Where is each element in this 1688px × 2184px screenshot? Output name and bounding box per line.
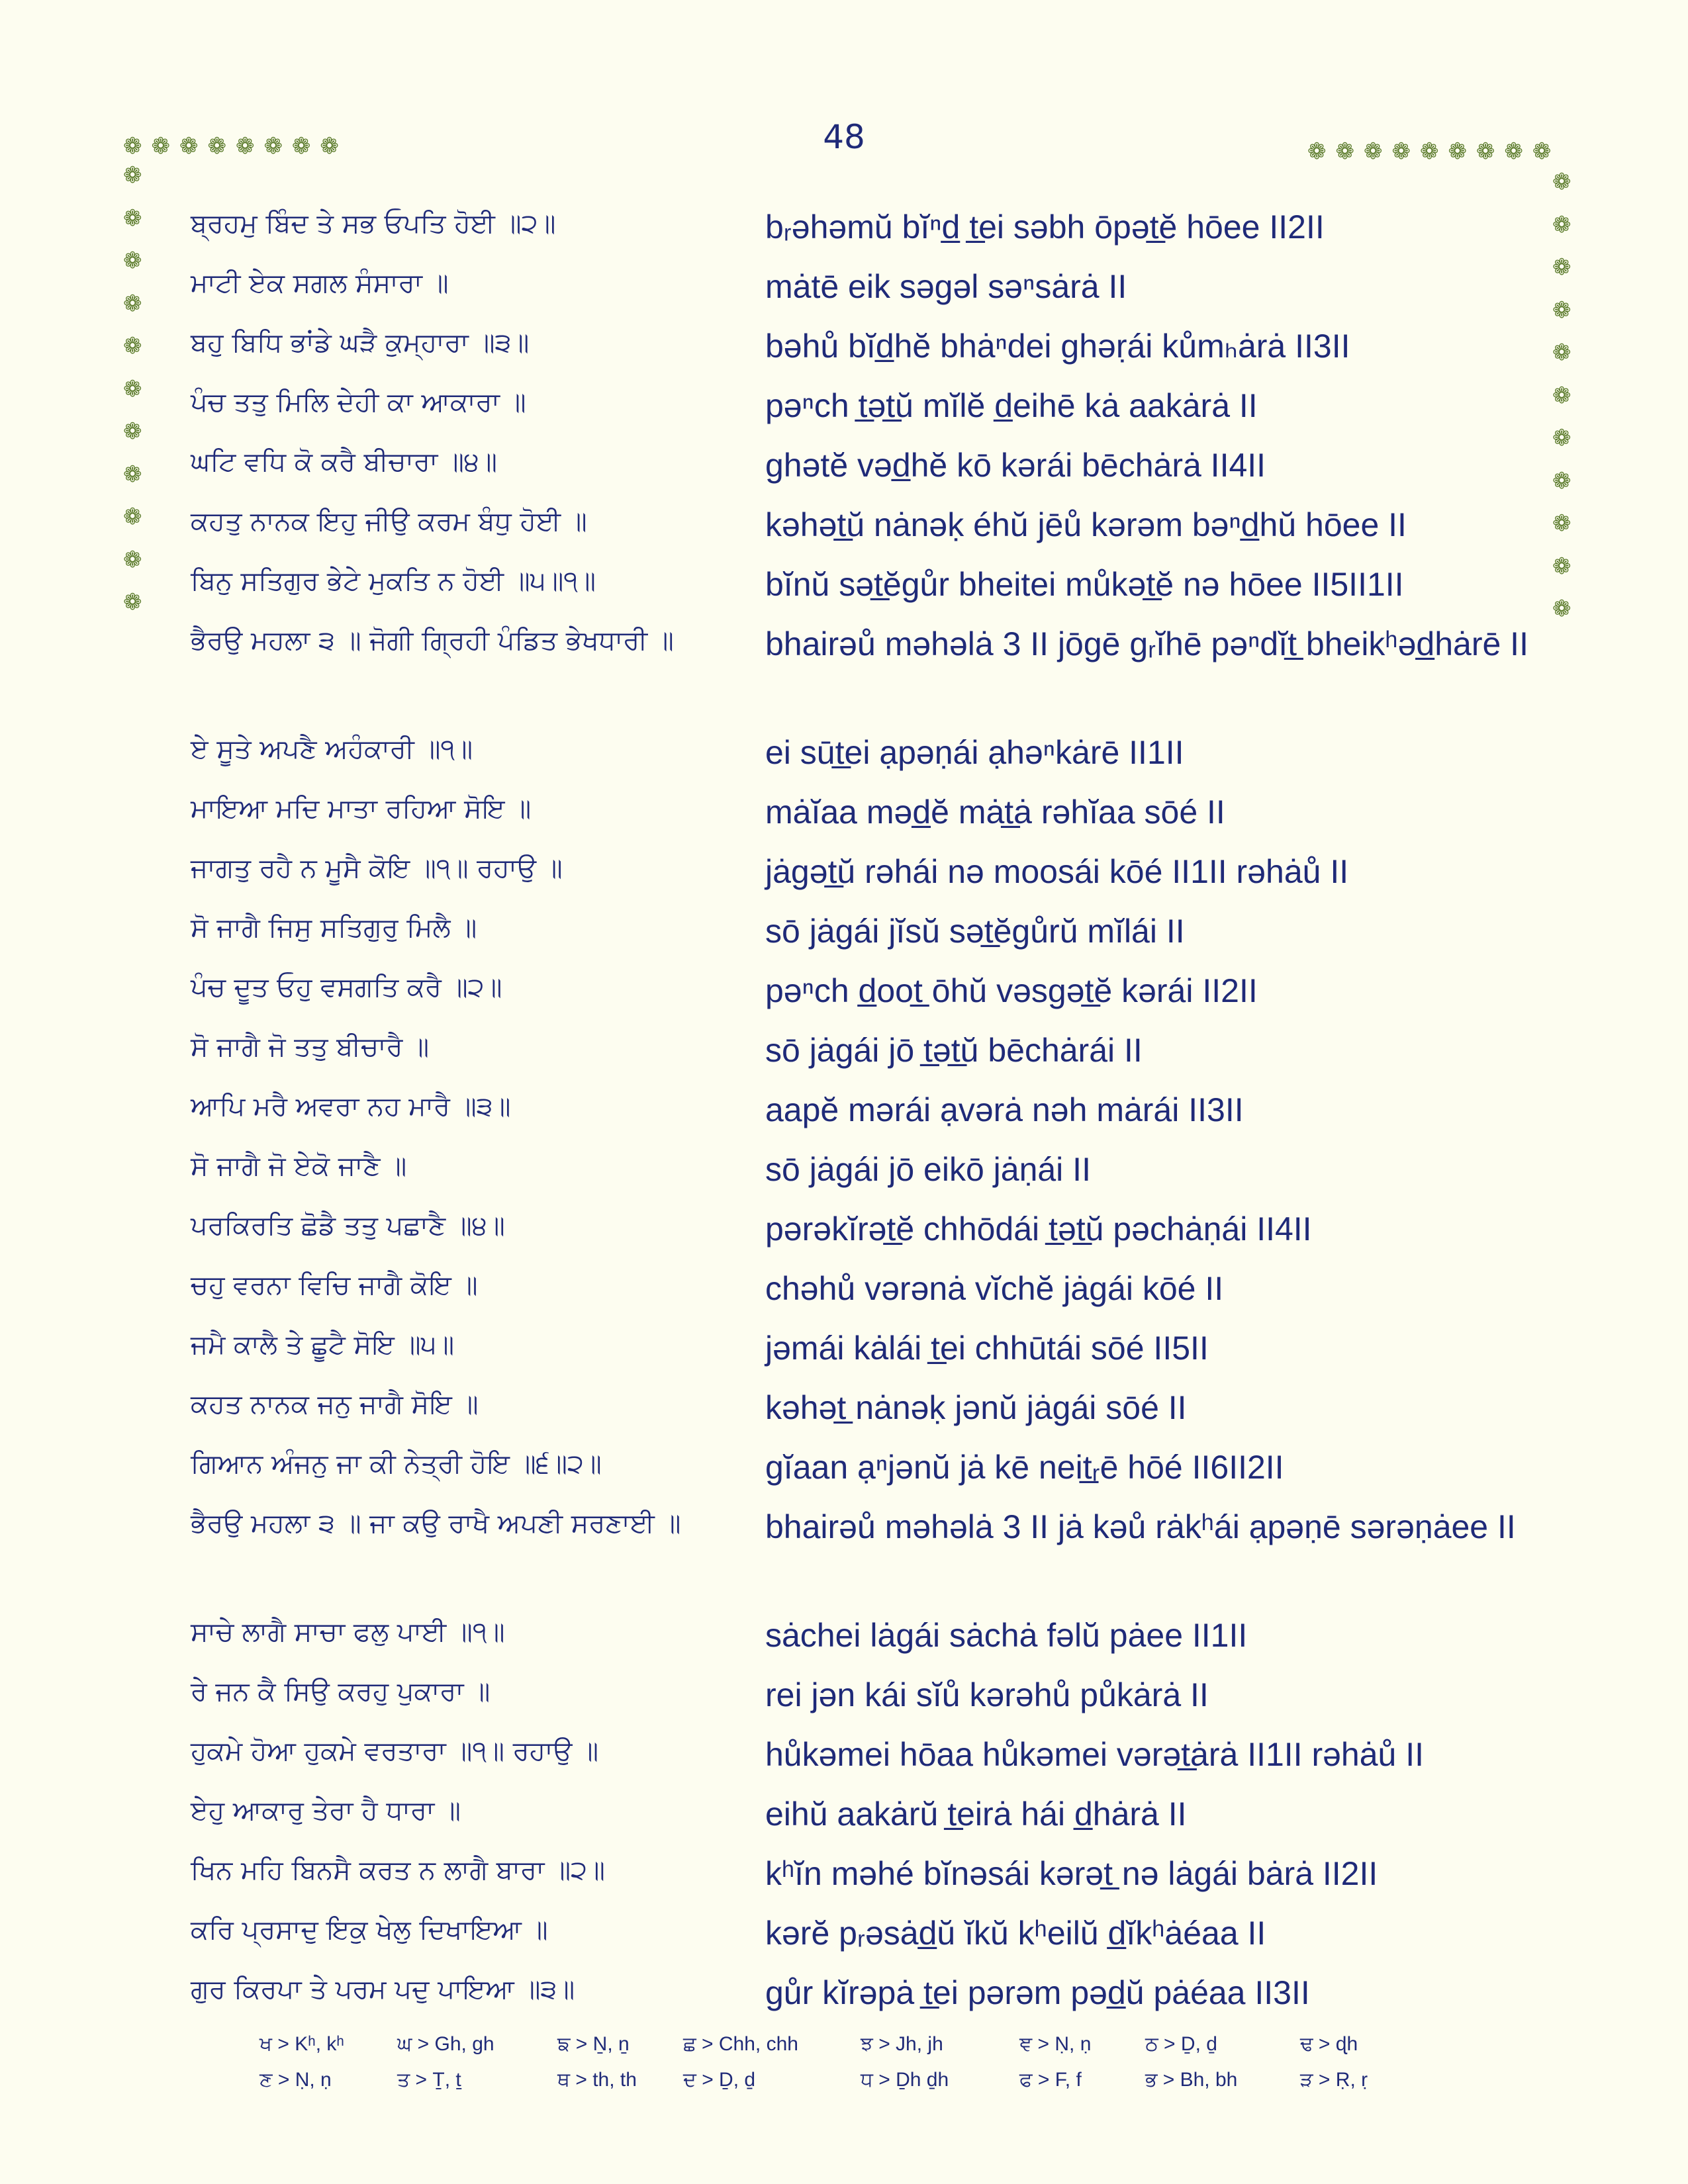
- verse-line: [191, 966, 1521, 1026]
- ornament-border-top-right: ❁❁❁❁❁❁❁❁❁: [1307, 138, 1561, 165]
- transliteration-text: rei jən kái sĭů kərəhů půkȧrȧ II: [765, 1676, 1209, 1713]
- gurmukhi-text: ਸੋ ਜਾਗੈ ਜੋ ਤਤੁ ਬੀਚਾਰੈ ॥: [191, 1032, 430, 1062]
- transliteration-text: ei sūt̲ei ạpəṇái ạhəⁿkȧrē II1II: [765, 734, 1184, 771]
- page-number: 48: [823, 118, 865, 156]
- gurmukhi-text: ਹੁਕਮੇ ਹੋਆ ਹੁਕਮੇ ਵਰਤਾਰਾ ॥੧॥ ਰਹਾਉ ॥: [191, 1736, 599, 1766]
- transliteration-text: jəmái kȧlái t̲ei chhūtái sōé II5II: [765, 1330, 1209, 1367]
- transliteration-text: jȧgət̲ŭ rəhái nə moosái kōé II1II rəhȧů II: [765, 853, 1349, 890]
- verse-line: [191, 1383, 1521, 1443]
- legend-item: ਧ > Ḏh ḏh: [861, 2069, 949, 2091]
- gurmukhi-text: ਰੇ ਜਨ ਕੈ ਸਿਉ ਕਰਹੁ ਪੁਕਾਰਾ ॥: [191, 1676, 491, 1707]
- transliteration-text: bĭnŭ sət̲ĕgůr bheitei můkət̲ĕ nə hōee II5II1II: [765, 566, 1404, 603]
- verse-line: [191, 619, 1528, 728]
- verse-line: [191, 1145, 1521, 1205]
- verse-line: [191, 1502, 1521, 1611]
- transliteration-text: gĭaan ạⁿjənŭ jȧ kē neit̲ᵣē hōé II6II2II: [765, 1449, 1284, 1486]
- transliteration-text: bəhů bĭd̲hĕ bhȧⁿdei ghəṛái kůmₕȧrȧ II3II: [765, 328, 1350, 365]
- gurmukhi-text: ਬ੍ਰਹਮੁ ਬਿੰਦ ਤੇ ਸਭ ਓਪਤਿ ਹੋਈ ॥੨॥: [191, 208, 556, 239]
- verse-line: [191, 441, 1521, 500]
- verse-line: [191, 500, 1521, 560]
- verse-line: [191, 560, 1521, 619]
- legend-item: ਣ > Ṇ, ṇ: [259, 2069, 332, 2091]
- gurmukhi-text: ਆਪਿ ਮਰੈ ਅਵਰਾ ਨਹ ਮਾਰੈ ॥੩॥: [191, 1091, 511, 1122]
- gurmukhi-text: ਏ ਸੂਤੇ ਅਪਣੈ ਅਹੰਕਾਰੀ ॥੧॥: [191, 734, 473, 764]
- verse-line: [191, 788, 1521, 847]
- gurmukhi-text: ਏਹੁ ਆਕਾਰੁ ਤੇਰਾ ਹੈ ਧਾਰਾ ॥: [191, 1796, 461, 1826]
- gurmukhi-text: ਸੋ ਜਾਗੈ ਜੋ ਏਕੋ ਜਾਣੈ ॥: [191, 1151, 407, 1181]
- gurmukhi-text: ਭੈਰਉ ਮਹਲਾ ੩ ॥ ਜਾ ਕਉ ਰਾਖੈ ਅਪਣੀ ਸਰਣਾਈ ॥: [191, 1508, 681, 1539]
- transliteration-text: pəⁿch t̲ət̲ŭ mĭlĕ d̲eihē kȧ aakȧrȧ II: [765, 387, 1258, 424]
- legend-item: ੜ > Ṛ, ṛ: [1300, 2069, 1368, 2091]
- transliteration-text: mȧtē eik səgəl səⁿsȧrȧ II: [765, 268, 1127, 305]
- verse-line: [191, 847, 1521, 907]
- transliteration-text: aapĕ mərái ạvərȧ nəh mȧrái II3II: [765, 1091, 1244, 1128]
- gurmukhi-text: ਮਾਇਆ ਮਦਿ ਮਾਤਾ ਰਹਿਆ ਸੋਇ ॥: [191, 794, 532, 824]
- transliteration-text: mȧĭaa məd̲ĕ mȧt̲ȧ rəhĭaa sōé II: [765, 794, 1225, 831]
- legend-item: ਝ > Jh, jh: [861, 2033, 943, 2055]
- gurmukhi-text: ਜਾਗਤੁ ਰਹੈ ਨ ਮੂਸੈ ਕੋਇ ॥੧॥ ਰਹਾਉ ॥: [191, 853, 563, 884]
- gurmukhi-text: ਮਾਟੀ ਏਕ ਸਗਲ ਸੰਸਾਰਾ ॥: [191, 268, 449, 298]
- transliteration-text: chəhů vərənȧ vĭchĕ jȧgái kōé II: [765, 1270, 1224, 1307]
- verse-line: [191, 1909, 1521, 1968]
- legend-item: ਦ > Ḏ, ḏ: [683, 2069, 756, 2091]
- gurmukhi-text: ਸਾਚੇ ਲਾਗੈ ਸਾਚਾ ਫਲੁ ਪਾਈ ॥੧॥: [191, 1617, 505, 1647]
- transliteration-text: sȧchei lȧgái sȧchȧ fəlŭ pȧee II1II: [765, 1617, 1248, 1654]
- verse-line: [191, 1026, 1521, 1085]
- legend-item: ਙ > Ṉ, ṉ: [557, 2033, 630, 2055]
- gurmukhi-text: ਕਹਤੁ ਨਾਨਕ ਇਹੁ ਜੀਉ ਕਰਮ ਬੰਧੁ ਹੋਈ ॥: [191, 506, 587, 537]
- verse-line: [191, 1085, 1521, 1145]
- transliteration-text: ghətĕ vəd̲hĕ kō kərái bēchȧrȧ II4II: [765, 447, 1266, 484]
- verse-line: [191, 381, 1521, 441]
- gurmukhi-text: ਕਰਿ ਪ੍ਰਸਾਦੁ ਇਕੁ ਖੇਲੁ ਦਿਖਾਇਆ ॥: [191, 1915, 548, 1945]
- gurmukhi-text: ਪੰਚ ਤਤੁ ਮਿਲਿ ਦੇਹੀ ਕਾ ਆਕਾਰਾ ॥: [191, 387, 526, 418]
- gurmukhi-text: ਘਟਿ ਵਧਿ ਕੋ ਕਰੈ ਬੀਚਾਰਾ ॥੪॥: [191, 447, 497, 477]
- legend-row: [259, 2069, 1451, 2105]
- transliteration-text: hůkəmei hōaa hůkəmei vərət̲ȧrȧ II1II rəhȧů II: [765, 1736, 1425, 1773]
- verse-line: [191, 203, 1521, 262]
- gurmukhi-text: ਪਰਕਿਰਤਿ ਛੋਡੈ ਤਤੁ ਪਛਾਣੈ ॥੪॥: [191, 1210, 505, 1241]
- verse-line: [191, 907, 1521, 966]
- transliteration-text: sō jȧgái jō eikō jȧṇái II: [765, 1151, 1091, 1188]
- legend-item: ਢ > ɖh: [1300, 2033, 1358, 2055]
- gurmukhi-text: ਪੰਚ ਦੂਤ ਓਹੁ ਵਸਗਤਿ ਕਰੈ ॥੨॥: [191, 972, 502, 1003]
- transliteration-text: kəhət̲ŭ nȧnəḳ éhŭ jēů kərəm bəⁿd̲hŭ hōee II: [765, 506, 1407, 543]
- transliteration-text: kərĕ pᵣəsȧd̲ŭ ĭkŭ kʰeilŭ d̲ĭkʰȧéaa II: [765, 1915, 1266, 1952]
- verse-line: [191, 1968, 1521, 2028]
- gurmukhi-text: ਭੈਰਉ ਮਹਲਾ ੩ ॥ ਜੋਗੀ ਗ੍ਰਿਹੀ ਪੰਡਿਤ ਭੇਖਧਾਰੀ ॥: [191, 625, 674, 656]
- transliteration-text: eihŭ aakȧrŭ t̲eirȧ hái d̲hȧrȧ II: [765, 1796, 1187, 1833]
- transliteration-text: sō jȧgái jĭsŭ sət̲ĕgůrŭ mĭlái II: [765, 913, 1185, 950]
- legend-row: [259, 2033, 1451, 2069]
- gurmukhi-text: ਸੋ ਜਾਗੈ ਜਿਸੁ ਸਤਿਗੁਰੁ ਮਿਲੈ ॥: [191, 913, 477, 943]
- legend-item: ਠ > Ḏ, ḏ: [1145, 2033, 1217, 2055]
- verse-line: [191, 1611, 1521, 1670]
- legend-item: ਘ > Gh, gh: [397, 2033, 494, 2055]
- legend-item: ਤ > Ṯ, ṯ: [397, 2069, 461, 2091]
- legend-item: ਖ > Kʰ, kʰ: [259, 2033, 344, 2055]
- gurmukhi-text: ਖਿਨ ਮਹਿ ਬਿਨਸੈ ਕਰਤ ਨ ਲਾਗੈ ਬਾਰਾ ॥੨॥: [191, 1855, 605, 1886]
- transliteration-text: pəⁿch d̲oot̲ ōhŭ vəsgət̲ĕ kərái II2II: [765, 972, 1258, 1009]
- verse-line: [191, 1849, 1521, 1909]
- transliteration-text: gůr kĭrəpȧ t̲ei pərəm pəd̲ŭ pȧéaa II3II: [765, 1974, 1310, 2011]
- ornament-border-left: ❁ ❁ ❁ ❁ ❁ ❁ ❁ ❁ ❁ ❁ ❁: [123, 162, 142, 615]
- legend-item: ਫ > F, f: [1019, 2069, 1082, 2091]
- transliteration-text: sō jȧgái jō t̲ət̲ŭ bēchȧrái II: [765, 1032, 1143, 1069]
- gurmukhi-text: ਗੁਰ ਕਿਰਪਾ ਤੇ ਪਰਮ ਪਦੁ ਪਾਇਆ ॥੩॥: [191, 1974, 575, 2005]
- ornament-border-top-left: ❁❁❁❁❁❁❁❁: [123, 133, 348, 159]
- gurmukhi-text: ਜਮੈ ਕਾਲੈ ਤੇ ਛੂਟੈ ਸੋਇ ॥੫॥: [191, 1330, 455, 1360]
- verse-line: [191, 262, 1521, 322]
- verse-line: [191, 1324, 1521, 1383]
- transliteration-legend: [259, 2033, 1451, 2105]
- gurmukhi-text: ਗਿਆਨ ਅੰਜਨੁ ਜਾ ਕੀ ਨੇਤ੍ਰੀ ਹੋਇ ॥੬॥੨॥: [191, 1449, 602, 1479]
- transliteration-text: kʰĭn məhé bĭnəsái kərət̲ nə lȧgái bȧrȧ II2II: [765, 1855, 1378, 1892]
- transliteration-text: kəhət̲ nȧnəḳ jənŭ jȧgái sōé II: [765, 1389, 1187, 1426]
- transliteration-text: bᵣəhəmŭ bĭⁿd̲ t̲ei səbh ōpət̲ĕ hōee II2II: [765, 208, 1325, 246]
- transliteration-text: pərəkĭrət̲ĕ chhōdái t̲ət̲ŭ pəchȧṇái II4II: [765, 1210, 1312, 1248]
- verse-line: [191, 1443, 1521, 1502]
- gurmukhi-text: ਚਹੁ ਵਰਨਾ ਵਿਚਿ ਜਾਗੈ ਕੋਇ ॥: [191, 1270, 478, 1300]
- gurmukhi-text: ਬਿਨੁ ਸਤਿਗੁਰ ਭੇਟੇ ਮੁਕਤਿ ਨ ਹੋਈ ॥੫॥੧॥: [191, 566, 596, 596]
- legend-item: ਥ > th, th: [557, 2069, 637, 2091]
- verse-line: [191, 1790, 1521, 1849]
- verse-line: [191, 1730, 1521, 1790]
- verse-line: [191, 322, 1521, 381]
- legend-item: ਛ > Chh, chh: [683, 2033, 798, 2055]
- verse-list: [191, 203, 1528, 2028]
- verse-line: [191, 1205, 1521, 1264]
- legend-item: ਭ > Bh, bh: [1145, 2069, 1238, 2091]
- verse-line: [191, 1670, 1521, 1730]
- transliteration-text: bhairəů məhəlȧ 3 II jōgē gᵣĭhē pəⁿdĭt̲ bheikʰəd̲hȧrē II: [765, 625, 1528, 662]
- gurmukhi-text: ਕਹਤ ਨਾਨਕ ਜਨੁ ਜਾਗੈ ਸੋਇ ॥: [191, 1389, 479, 1420]
- transliteration-text: bhairəů məhəlȧ 3 II jȧ kəů rȧkʰái ạpəṇē sərəṇȧee II: [765, 1508, 1516, 1545]
- ornament-border-right: ❁ ❁ ❁ ❁ ❁ ❁ ❁ ❁ ❁ ❁ ❁: [1552, 169, 1571, 622]
- legend-item: ਞ > Ṇ, ṇ: [1019, 2033, 1092, 2055]
- verse-line: [191, 1264, 1521, 1324]
- verse-line: [191, 728, 1521, 788]
- gurmukhi-text: ਬਹੁ ਬਿਧਿ ਭਾਂਡੇ ਘੜੈ ਕੁਮ੍ਹਾਰਾ ॥੩॥: [191, 328, 530, 358]
